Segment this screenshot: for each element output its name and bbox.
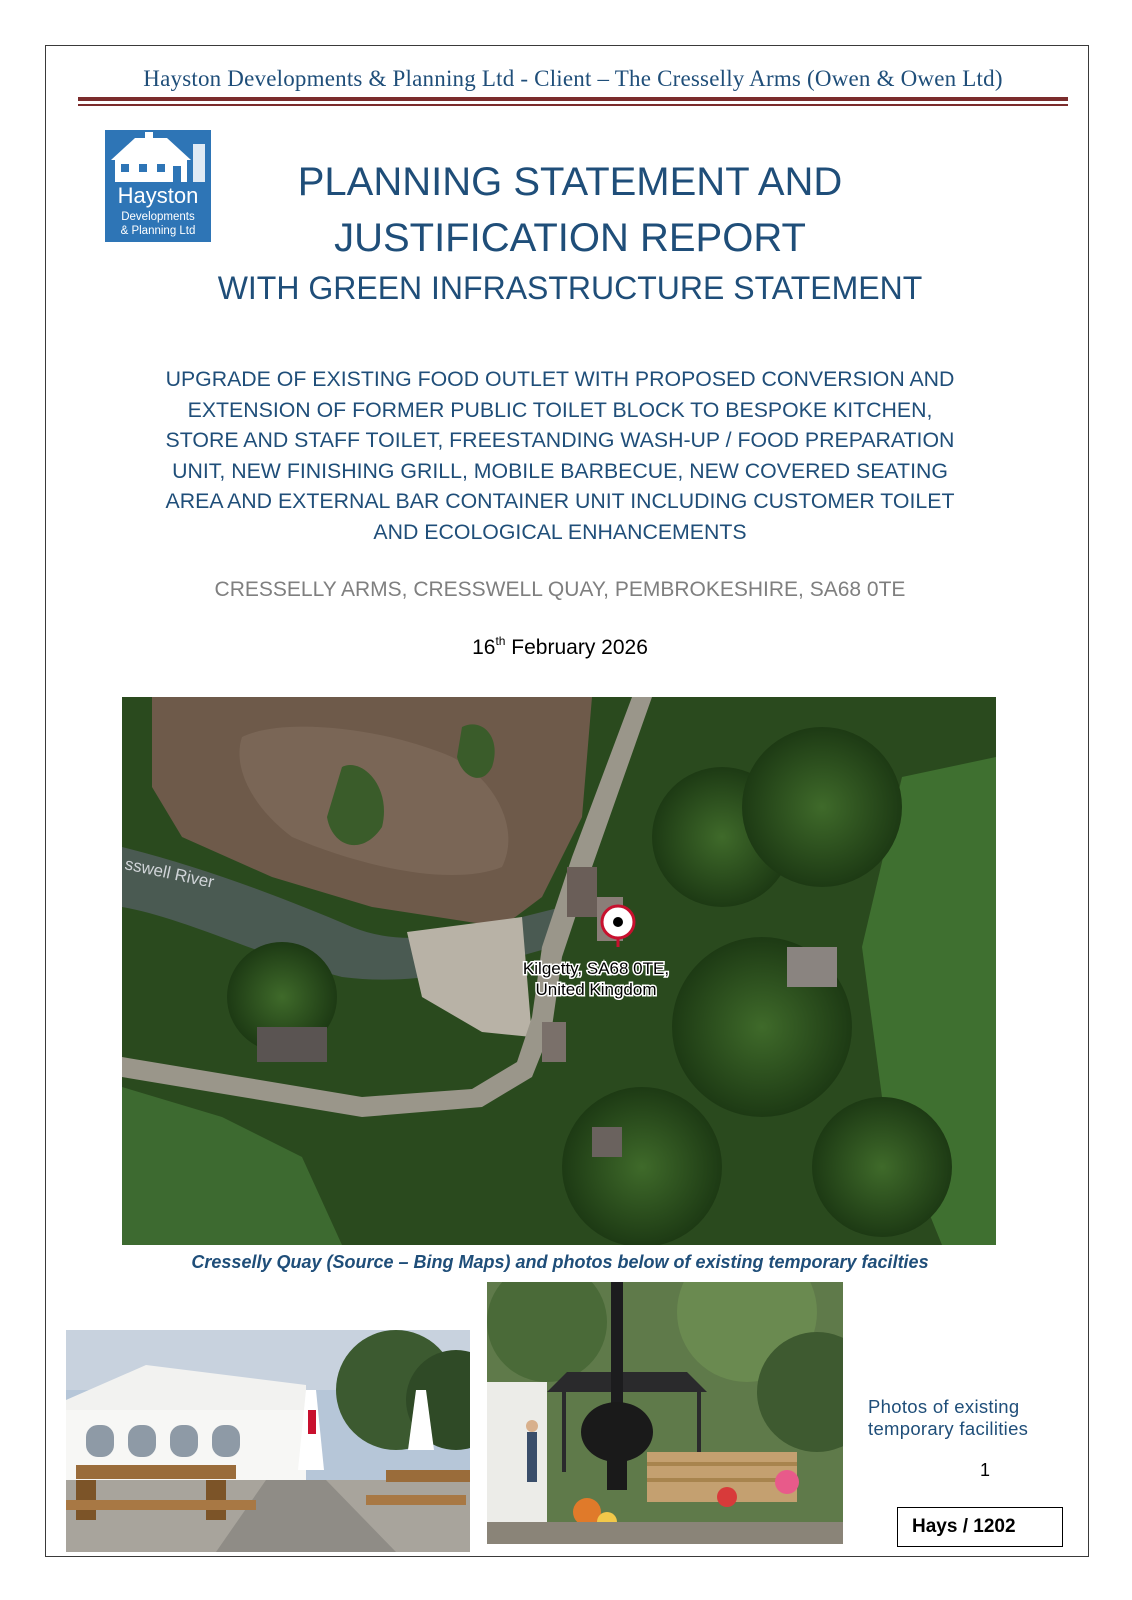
aerial-map: [122, 697, 996, 1245]
photo-marquee-seating: [66, 1330, 470, 1552]
river-label: sswell River: [123, 854, 216, 892]
photos-label-line-1: Photos of existing: [868, 1396, 1020, 1417]
photos-label: [868, 1396, 1068, 1440]
description-line: STORE AND STAFF TOILET, FREESTANDING WASH-UP / FOOD PREPARATION: [165, 428, 955, 452]
header-rule-thick: [78, 97, 1068, 101]
title-line-2: JUSTIFICATION REPORT: [334, 216, 806, 260]
header-rule-thin: [78, 104, 1068, 106]
logo-line-3: & Planning Ltd: [120, 225, 196, 237]
site-address: CRESSELLY ARMS, CRESSWELL QUAY, PEMBROKESHIRE, SA68 0TE: [214, 578, 906, 601]
photos-label-line-2: temporary facilities: [868, 1418, 1029, 1439]
pin-label-line-1: Kilgetty, SA68 0TE,: [522, 959, 670, 978]
hayston-logo: [105, 130, 211, 242]
map-caption: Cresselly Quay (Source – Bing Maps) and photos below of existing temporary facilties: [191, 1252, 929, 1272]
description-line: AREA AND EXTERNAL BAR CONTAINER UNIT INCLUDING CUSTOMER TOILET: [165, 489, 955, 513]
description-line: AND ECOLOGICAL ENHANCEMENTS: [373, 519, 747, 544]
running-header: Hayston Developments & Planning Ltd - Client – The Cresselly Arms (Owen & Owen Ltd): [143, 66, 1003, 91]
logo-line-1: Hayston: [117, 183, 199, 208]
date-day: 16: [472, 636, 496, 659]
pin-label-line-2: United Kingdom: [535, 980, 657, 999]
logo-line-2: Developments: [121, 211, 195, 223]
date-suffix: th: [495, 634, 506, 648]
description-line: UPGRADE OF EXISTING FOOD OUTLET WITH PROPOSED CONVERSION AND: [165, 367, 955, 391]
description-line: UNIT, NEW FINISHING GRILL, MOBILE BARBECUE, NEW COVERED SEATING: [172, 458, 948, 483]
photo-bbq-area: [487, 1282, 843, 1544]
page-number: 1: [980, 1460, 991, 1480]
description-line: EXTENSION OF FORMER PUBLIC TOILET BLOCK TO BESPOKE KITCHEN,: [187, 397, 933, 422]
title-line-1: PLANNING STATEMENT AND: [297, 160, 843, 204]
title-line-3: WITH GREEN INFRASTRUCTURE STATEMENT: [217, 270, 923, 306]
reference-box: Hays / 1202: [897, 1507, 1063, 1547]
project-description: [110, 364, 1010, 547]
date-rest: February 2026: [505, 636, 648, 659]
report-date: [110, 636, 1010, 660]
